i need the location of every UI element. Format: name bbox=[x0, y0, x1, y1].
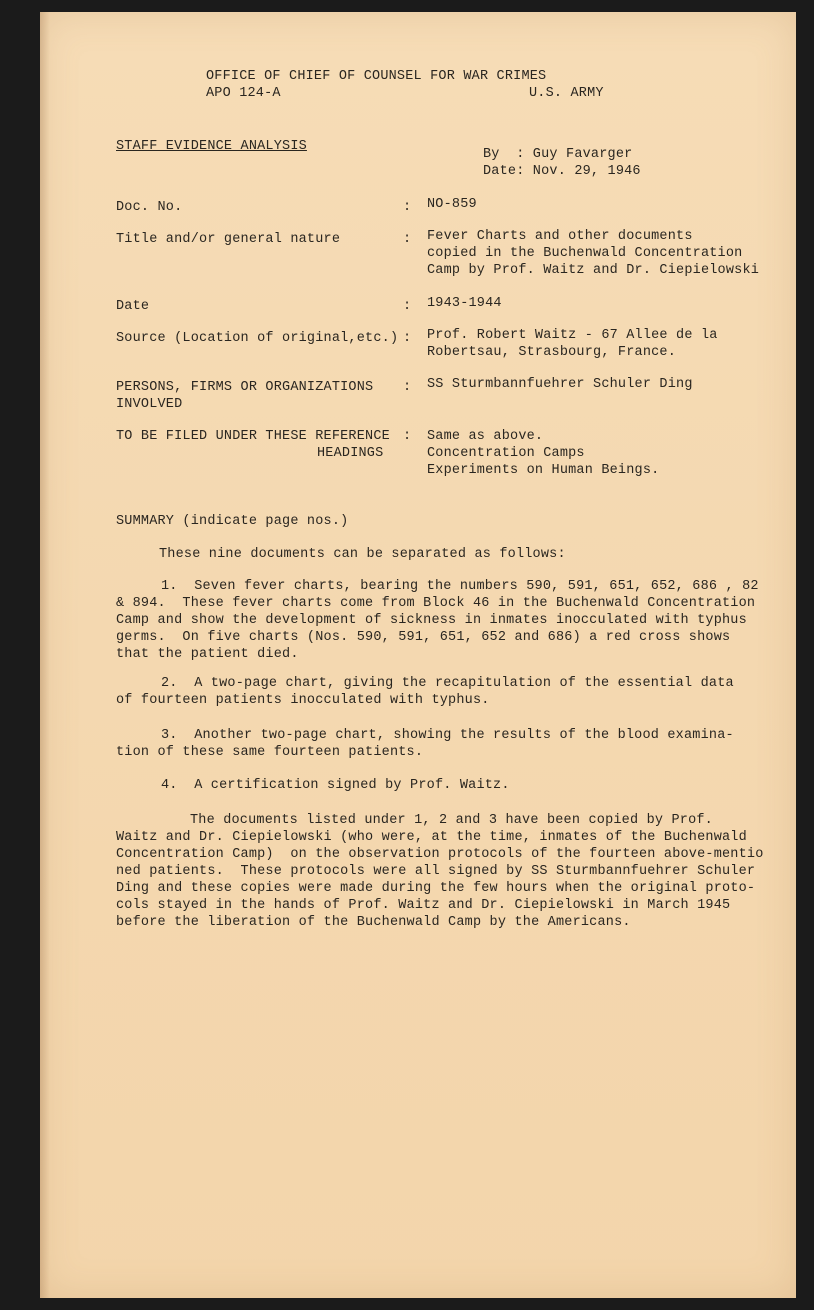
field-value-source-line-2: Robertsau, Strasbourg, France. bbox=[427, 345, 677, 360]
field-colon: : bbox=[403, 429, 412, 444]
field-value-filed-line-1: Same as above. bbox=[427, 429, 544, 444]
summary-line: 1. Seven fever charts, bearing the numbers 590, 591, 651, 652, 686 , 82 bbox=[161, 579, 759, 594]
summary-line: that the patient died. bbox=[116, 647, 299, 662]
field-value-doc-no: NO-859 bbox=[427, 197, 477, 212]
summary-line: tion of these same fourteen patients. bbox=[116, 745, 424, 760]
summary-item-1 bbox=[116, 578, 759, 663]
field-colon: : bbox=[403, 299, 412, 314]
field-label-source: Source (Location of original,etc.) bbox=[116, 331, 399, 346]
army-label: U.S. ARMY bbox=[529, 86, 604, 101]
office-heading: OFFICE OF CHIEF OF COUNSEL FOR WAR CRIMES bbox=[206, 69, 547, 84]
field-value-title-line-1: Fever Charts and other documents bbox=[427, 229, 693, 244]
field-colon: : bbox=[403, 331, 412, 346]
summary-line: Waitz and Dr. Ciepielowski (who were, at the time, inmates of the Buchenwald bbox=[116, 830, 747, 845]
summary-line: germs. On five charts (Nos. 590, 591, 651, 652 and 686) a red cross shows bbox=[116, 630, 731, 645]
field-value-filed-line-3: Experiments on Human Beings. bbox=[427, 463, 660, 478]
summary-item-2 bbox=[116, 675, 734, 709]
field-colon: : bbox=[403, 380, 412, 395]
summary-intro: These nine documents can be separated as follows: bbox=[159, 547, 566, 562]
summary-closing-paragraph bbox=[116, 812, 764, 931]
summary-line: 3. Another two-page chart, showing the results of the blood examina- bbox=[161, 728, 734, 743]
summary-line: Ding and these copies were made during the few hours when the original proto- bbox=[116, 881, 756, 896]
summary-line: & 894. These fever charts come from Block 46 in the Buchenwald Concentration bbox=[116, 596, 756, 611]
field-value-title-line-3: Camp by Prof. Waitz and Dr. Ciepielowski bbox=[427, 263, 760, 278]
analysis-title: STAFF EVIDENCE ANALYSIS bbox=[116, 139, 307, 154]
field-colon: : bbox=[403, 200, 412, 215]
summary-line: Concentration Camp) on the observation protocols of the fourteen above-mentio bbox=[116, 847, 764, 862]
summary-line: before the liberation of the Buchenwald Camp by the Americans. bbox=[116, 915, 631, 930]
document-page bbox=[40, 12, 796, 1298]
apo-number: APO 124-A bbox=[206, 86, 281, 101]
summary-line: 4. A certification signed by Prof. Waitz. bbox=[161, 778, 510, 793]
field-label-title: Title and/or general nature bbox=[116, 232, 341, 247]
field-label-persons-line-1: PERSONS, FIRMS OR ORGANIZATIONS bbox=[116, 380, 374, 395]
field-label-date: Date bbox=[116, 299, 150, 314]
summary-line: The documents listed under 1, 2 and 3 have been copied by Prof. bbox=[190, 813, 713, 828]
field-label-filed-line-2: HEADINGS bbox=[317, 446, 384, 461]
field-label-filed-line-1: TO BE FILED UNDER THESE REFERENCE bbox=[116, 429, 390, 444]
summary-line: 2. A two-page chart, giving the recapitulation of the essential data bbox=[161, 676, 734, 691]
summary-line: Camp and show the development of sickness in inmates inocculated with typhus bbox=[116, 613, 747, 628]
date-line: Date: Nov. 29, 1946 bbox=[483, 164, 641, 179]
field-value-date: 1943-1944 bbox=[427, 296, 502, 311]
summary-heading: SUMMARY (indicate page nos.) bbox=[116, 514, 349, 529]
summary-item-4 bbox=[116, 777, 510, 794]
field-value-persons: SS Sturmbannfuehrer Schuler Ding bbox=[427, 377, 693, 392]
summary-line: of fourteen patients inocculated with typhus. bbox=[116, 693, 490, 708]
field-value-title-line-2: copied in the Buchenwald Concentration bbox=[427, 246, 743, 261]
author-line: By : Guy Favarger bbox=[483, 147, 633, 162]
field-value-source-line-1: Prof. Robert Waitz - 67 Allee de la bbox=[427, 328, 718, 343]
summary-line: ned patients. These protocols were all signed by SS Sturmbannfuehrer Schuler bbox=[116, 864, 756, 879]
field-value-filed-line-2: Concentration Camps bbox=[427, 446, 585, 461]
summary-item-3 bbox=[116, 727, 734, 761]
field-colon: : bbox=[403, 232, 412, 247]
field-label-persons-line-2: INVOLVED bbox=[116, 397, 183, 412]
summary-line: cols stayed in the hands of Prof. Waitz and Dr. Ciepielowski in March 1945 bbox=[116, 898, 731, 913]
field-label-doc-no: Doc. No. bbox=[116, 200, 183, 215]
